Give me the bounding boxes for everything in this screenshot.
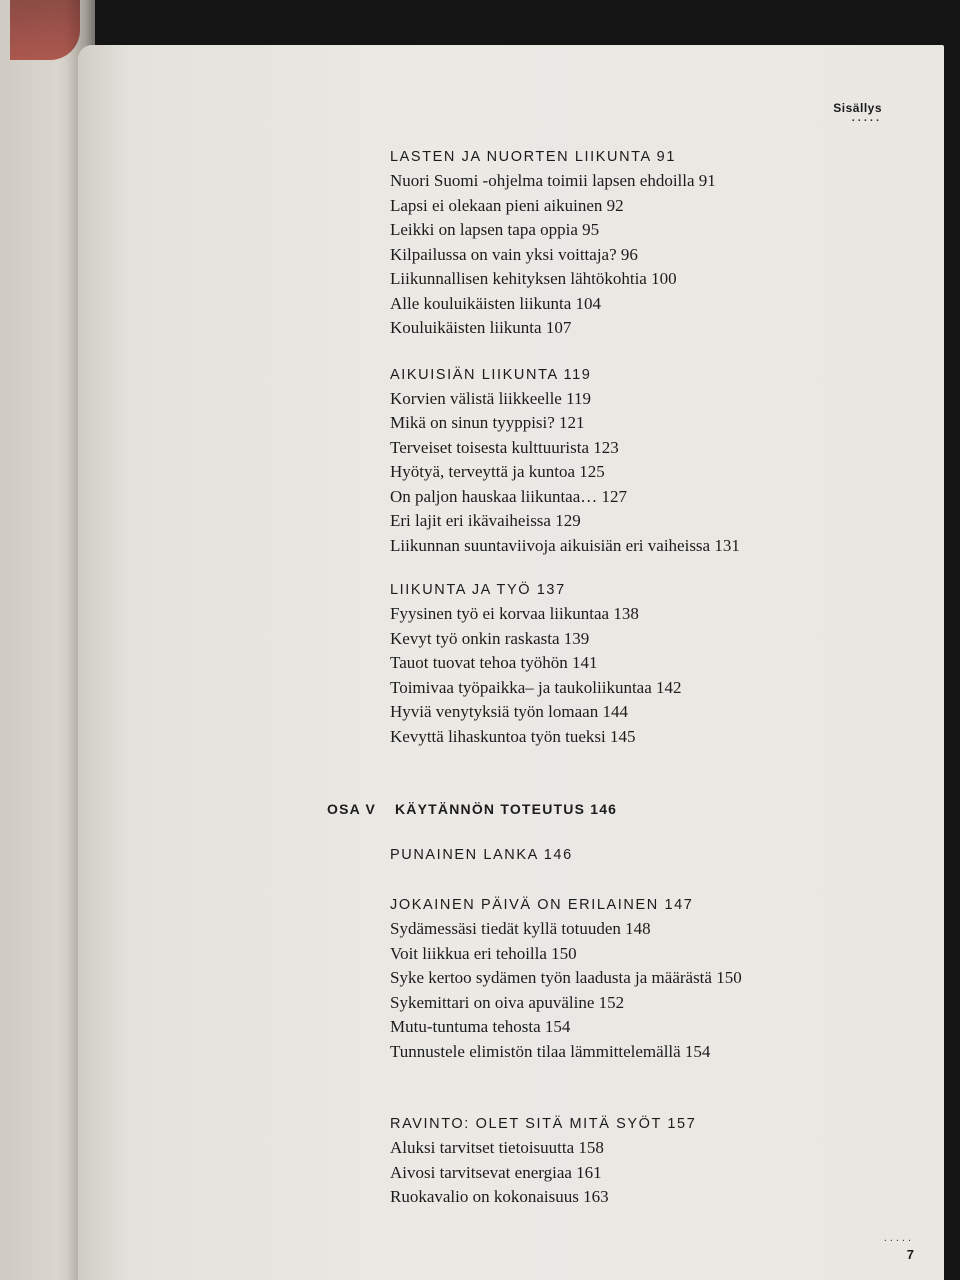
toc-entry: Kevyt työ onkin raskasta 139 [390,628,590,648]
toc-entry: Eri lajit eri ikävaiheissa 129 [390,511,581,530]
toc-entry: Leikki on lapsen tapa oppia 95 [390,220,600,239]
toc-entry: Hyötyä, terveyttä ja kuntoa 125 [390,462,605,481]
toc-entry: Korvien välistä liikkeelle 119 [390,388,591,408]
toc-entry: Tunnustele elimistön tilaa lämmittelemällä 154 [390,1041,711,1061]
section-title: PUNAINEN LANKA 146 [390,847,573,863]
toc-section [390,578,910,749]
toc-entry: Terveiset toisesta kulttuurista 123 [390,437,619,457]
toc-entry: Kouluikäisten liikunta 107 [390,318,572,337]
toc-entry: Fyysinen työ ei korvaa liikuntaa 138 [390,604,639,623]
toc-section [390,843,910,867]
header-dots: ..... [851,112,882,124]
running-title: Sisällys [833,101,882,115]
toc-entry: On paljon hauskaa liikuntaa… 127 [390,486,628,506]
page-footer [883,1232,914,1262]
toc-entry: Hyviä venytyksiä työn lomaan 144 [390,702,628,721]
section-title: RAVINTO: OLET SITÄ MITÄ SYÖT 157 [390,1116,697,1132]
section-title: JOKAINEN PÄIVÄ ON ERILAINEN 147 [390,897,694,913]
toc-section [390,363,910,559]
toc-entry: Syke kertoo sydämen työn laadusta ja määrästä 150 [390,968,742,987]
section-title: LASTEN JA NUORTEN LIIKUNTA 91 [390,149,676,165]
book-page [78,45,944,1280]
toc-section [390,1112,910,1210]
toc-entry: Kilpailussa on vain yksi voittaja? 96 [390,244,638,264]
part-heading [327,797,910,821]
toc-entry: Aivosi tarvitsevat energiaa 161 [390,1162,602,1182]
toc-entry: Voit liikkua eri tehoilla 150 [390,943,577,963]
toc-section [390,893,910,1064]
part-title: KÄYTÄNNÖN TOTEUTUS 146 [395,801,618,817]
toc-entry: Nuori Suomi -ohjelma toimii lapsen ehdoilla 91 [390,171,716,190]
toc-entry: Liikunnallisen kehityksen lähtökohtia 100 [390,269,677,288]
toc-entry: Toimivaa työpaikka– ja taukoliikuntaa 142 [390,677,682,697]
toc-entry: Tauot tuovat tehoa työhön 141 [390,653,598,672]
page-number: 7 [906,1247,914,1262]
part-number: OSA V [327,801,377,817]
toc-entry: Ruokavalio on kokonaisuus 163 [390,1187,609,1206]
toc-entry: Sykemittari on oiva apuväline 152 [390,992,625,1012]
toc-entry: Kevyttä lihaskuntoa työn tueksi 145 [390,726,636,746]
toc-entry: Mutu-tuntuma tehosta 154 [390,1017,571,1036]
toc-entry: Liikunnan suuntaviivoja aikuisiän eri vaiheissa 131 [390,535,740,555]
footer-dots: ..... [883,1232,914,1244]
table-of-contents [327,145,910,1210]
section-title: AIKUISIÄN LIIKUNTA 119 [390,366,592,383]
section-title: LIIKUNTA JA TYÖ 137 [390,582,566,598]
running-header [833,101,882,124]
toc-entry: Sydämessäsi tiedät kyllä totuuden 148 [390,919,651,938]
toc-entry: Aluksi tarvitset tietoisuutta 158 [390,1138,604,1157]
toc-entry: Lapsi ei olekaan pieni aikuinen 92 [390,195,624,215]
toc-entry: Alle kouluikäisten liikunta 104 [390,293,602,313]
toc-entry: Mikä on sinun tyyppisi? 121 [390,413,585,432]
toc-section [390,145,910,341]
